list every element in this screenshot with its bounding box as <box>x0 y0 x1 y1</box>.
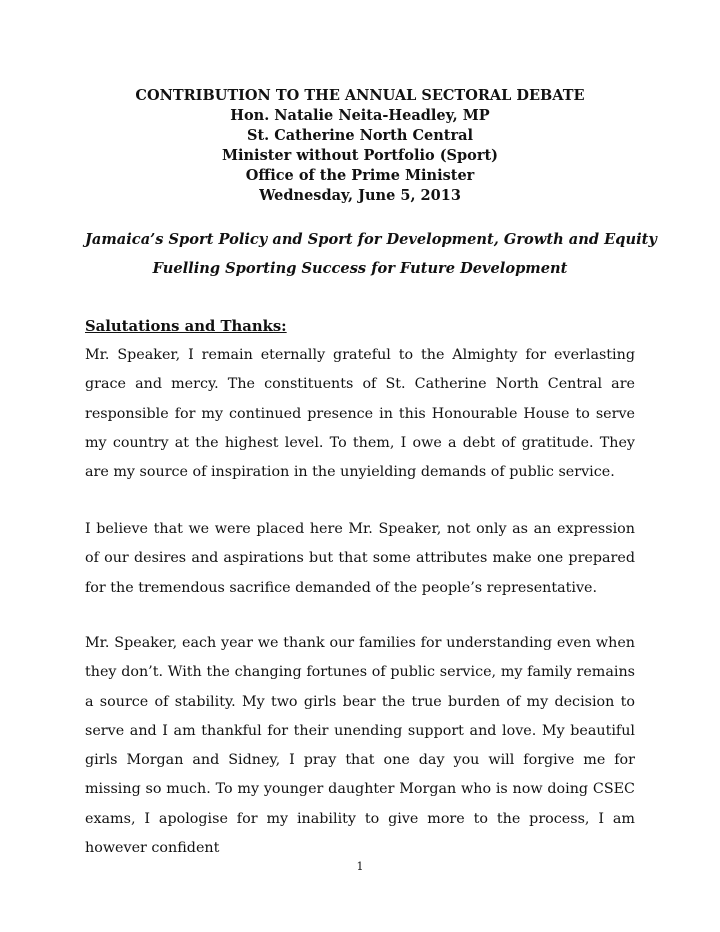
document-header <box>85 86 635 206</box>
paragraph: Mr. Speaker, each year we thank our families for understanding even when they don’t. With the changing fortunes of public service, my family remains a source of stability. My two girls bear the true burden of my decision to serve and I am thankful for their unending support and love. My beautiful girls Morgan and Sidney, I pray that one day you will forgive me for missing so much. To my younger daughter Morgan who is now doing CSEC exams, I apologise for my inability to give more to the process, I am however confident <box>85 635 635 857</box>
paragraph: Mr. Speaker, I remain eternally grateful to the Almighty for everlasting grace and mercy. The constituents of St. Catherine North Central are responsible for my continued presence in this Honourable House to serve my country at the highest level. To them, I owe a debt of gratitude. They are my source of inspiration in the unyielding demands of public service. <box>85 347 635 481</box>
ministerial-title: Minister without Portfolio (Sport) <box>221 147 499 164</box>
speaker-name: Hon. Natalie Neita-Headley, MP <box>230 107 490 124</box>
section-heading-salutations: Salutations and Thanks: <box>85 318 287 335</box>
page-number: 1 <box>356 860 364 873</box>
paragraph: I believe that we were placed here Mr. Speaker, not only as an expression of our desires and aspirations but that some attributes make one prepared for the tremendous sacrifice demanded of the people’s representative. <box>85 521 635 596</box>
speech-subtitle-policy: Jamaica’s Sport Policy and Sport for Development, Growth and Equity <box>85 231 657 248</box>
office-name: Office of the Prime Minister <box>245 167 475 184</box>
speech-subtitle-theme: Fuelling Sporting Success for Future Development <box>152 260 568 277</box>
speech-date: Wednesday, June 5, 2013 <box>259 187 461 204</box>
debate-title: CONTRIBUTION TO THE ANNUAL SECTORAL DEBATE <box>135 87 585 104</box>
constituency: St. Catherine North Central <box>246 127 474 144</box>
